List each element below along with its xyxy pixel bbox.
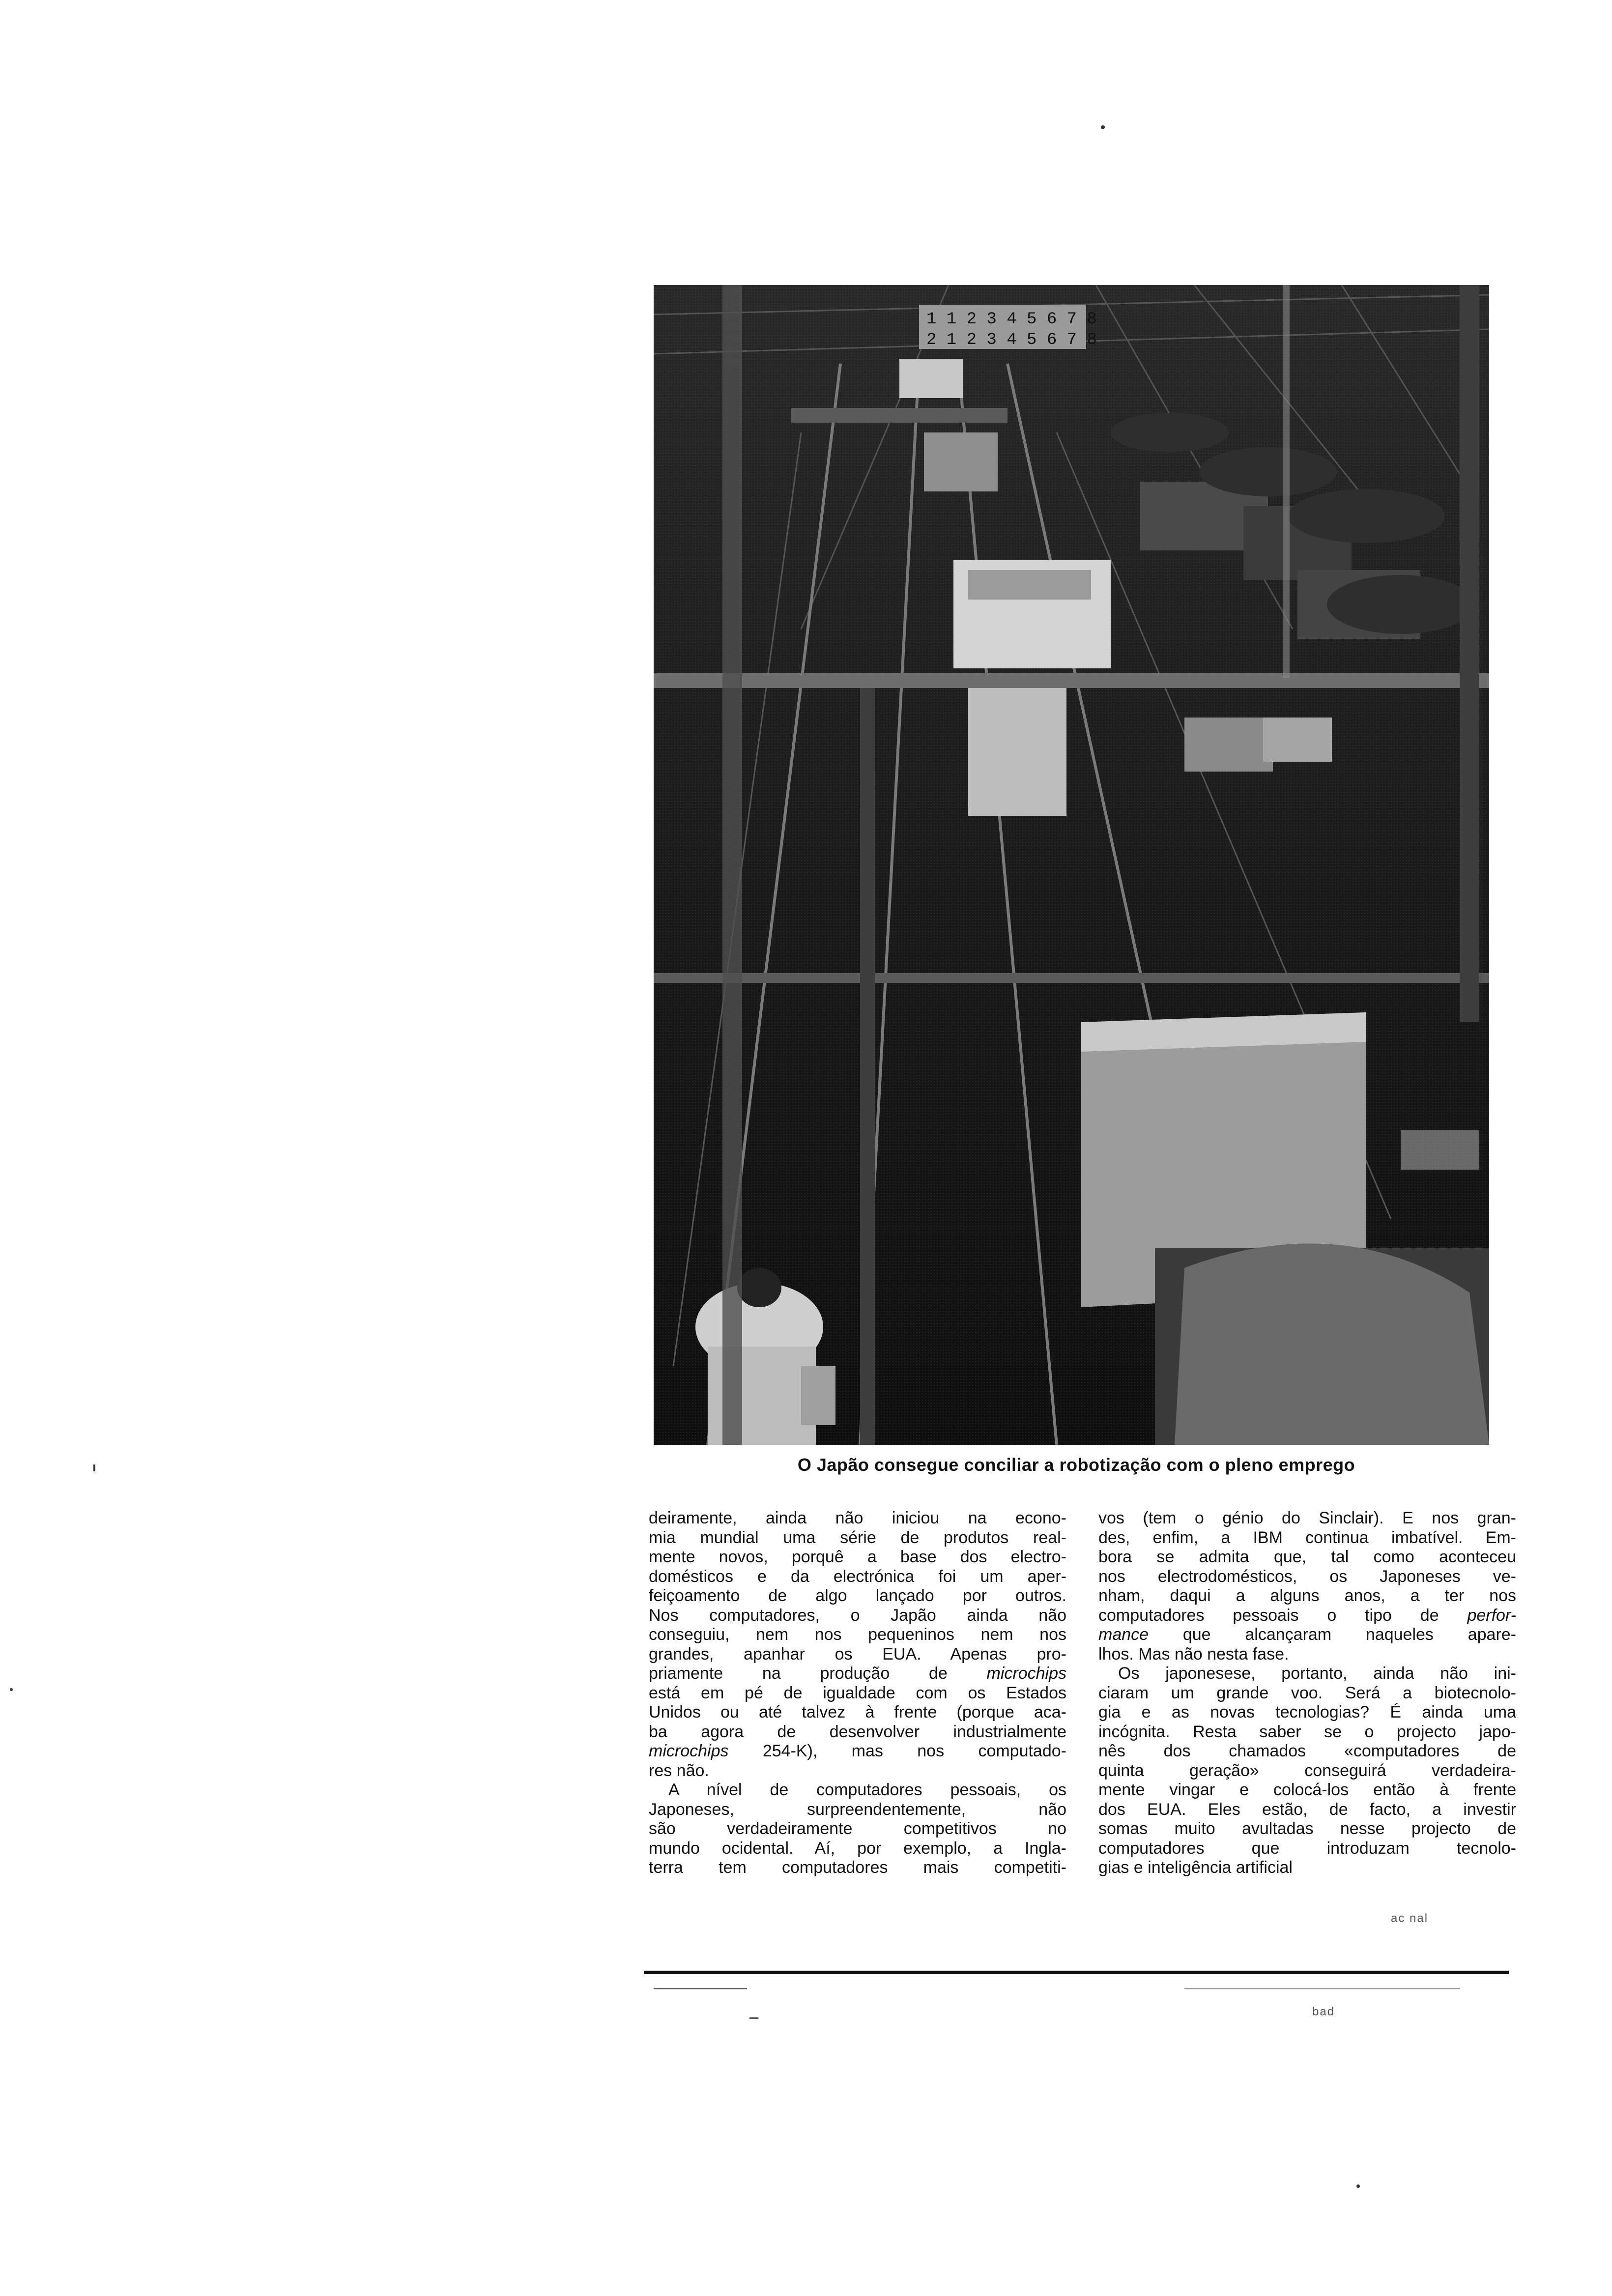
text-line: Os japonesese, portanto, ainda não ini- [1118, 1664, 1516, 1683]
text-line: nos electrodomésticos, os Japoneses ve- [1098, 1567, 1516, 1586]
text-line: ciaram um grande voo. Será a biotecnolo- [1098, 1683, 1516, 1702]
text-line: grandes, apanhar os EUA. Apenas pro- [649, 1644, 1066, 1664]
text-line: res não. [649, 1761, 709, 1780]
scan-speck [93, 1464, 95, 1471]
text-line: nês dos chamados «computadores de [1098, 1742, 1516, 1760]
text-line: gia e as novas tecnologias? É ainda uma [1098, 1703, 1516, 1722]
scan-artifact [749, 2017, 758, 2019]
text-line: domésticos e da electrónica foi um aper- [649, 1567, 1066, 1586]
scan-speck [10, 1688, 13, 1691]
text-line: nham, daqui a alguns anos, a ter nos [1098, 1586, 1516, 1605]
column-rule [644, 1971, 1509, 1974]
scan-speck [1101, 125, 1105, 129]
factory-photo [654, 285, 1489, 1445]
text-line: lhos. Mas não nesta fase. [1098, 1644, 1289, 1664]
article-column-right [1098, 1509, 1516, 1878]
scan-artifact [654, 1988, 747, 1989]
text-line: mente novos, porquê a base dos electro- [649, 1548, 1066, 1566]
newspaper-clipping [639, 280, 1514, 2049]
assembly-line-image [654, 285, 1489, 1445]
scan-artifact [1184, 1988, 1460, 1989]
text-line: mundo ocidental. Aí, por exemplo, a Ingla- [649, 1838, 1066, 1858]
text-line: incógnita. Resta saber se o projecto japo- [1098, 1722, 1516, 1741]
text-line: somas muito avultadas nesse projecto de [1098, 1819, 1516, 1838]
text-line: computadores que introduzam tecnolo- [1098, 1838, 1516, 1858]
text-line: são verdadeiramente competitivos no [649, 1819, 1066, 1838]
text-line: ba agora de desenvolver industrialmente [649, 1722, 1066, 1741]
text-line: computadores pessoais o tipo de perfor- [1098, 1606, 1516, 1625]
text-line: vos (tem o génio do Sinclair). E nos gran- [1098, 1509, 1516, 1527]
sign-row-2: 2 1 2 3 4 5 6 7 8 [926, 331, 1097, 349]
text-line: mente vingar e colocá-los então à frente [1098, 1780, 1516, 1799]
text-line: bora se admita que, tal como aconteceu [1098, 1548, 1516, 1566]
text-line: quinta geração» conseguirá verdadeira- [1098, 1761, 1516, 1780]
sign-row-1: 1 1 2 3 4 5 6 7 8 [926, 310, 1097, 329]
text-line: des, enfim, a IBM continua imbatível. Em- [1098, 1528, 1516, 1547]
text-line: feiçoamento de algo lançado por outros. [649, 1586, 1066, 1605]
text-line: conseguiu, nem nos pequeninos nem nos [649, 1625, 1066, 1644]
text-line: Unidos ou até talvez à frente (porque aca- [649, 1703, 1066, 1722]
text-line: Japoneses, surpreendentemente, não [649, 1800, 1066, 1819]
photo-caption: O Japão consegue conciliar a robotização com o pleno emprego [797, 1455, 1355, 1475]
text-line: mia mundial uma série de produtos real- [649, 1528, 1066, 1547]
text-line: microchips 254-K), mas nos computado- [649, 1742, 1066, 1760]
article-column-left [649, 1509, 1066, 1878]
text-line: está em pé de igualdade com os Estados [649, 1683, 1066, 1702]
text-line: dos EUA. Eles estão, de facto, a investir [1098, 1800, 1516, 1819]
text-line: deiramente, ainda não iniciou na econo- [649, 1509, 1066, 1527]
scan-fragment-text: bad [1312, 2005, 1335, 2018]
scan-speck [1356, 2184, 1360, 2188]
text-line: terra tem computadores mais competiti- [649, 1858, 1066, 1877]
text-line: gias e inteligência artificial [1098, 1858, 1293, 1877]
scan-fragment-text: ac nal [1391, 1912, 1429, 1925]
text-line: Nos computadores, o Japão ainda não [649, 1606, 1066, 1625]
text-line: priamente na produção de microchips [649, 1664, 1066, 1683]
text-line: A nível de computadores pessoais, os [668, 1780, 1066, 1799]
text-line: mance que alcançaram naqueles apare- [1098, 1625, 1516, 1644]
